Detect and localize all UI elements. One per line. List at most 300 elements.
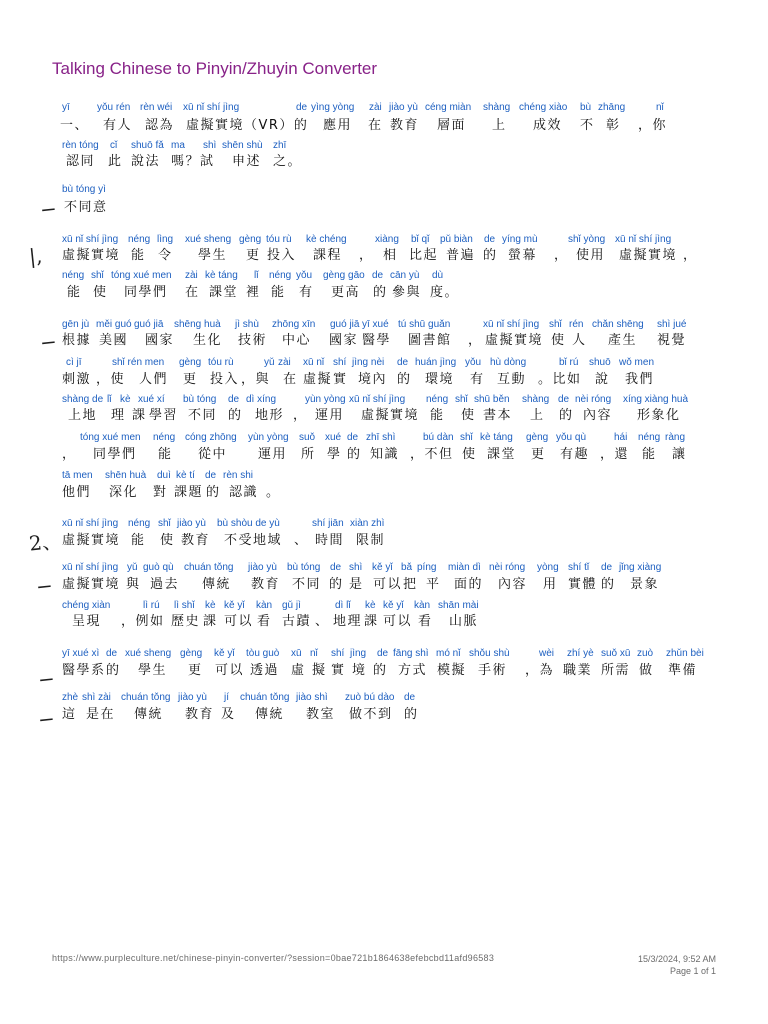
hanzi-token: 職業	[563, 663, 593, 678]
pinyin-token: shì	[349, 562, 363, 573]
pinyin-token: yǒu	[296, 270, 313, 281]
pinyin-token: de	[404, 692, 416, 703]
pinyin-token: kè tí	[176, 470, 195, 481]
hanzi-token: ，	[293, 408, 308, 423]
hanzi-token: 教室	[306, 707, 336, 722]
hanzi-token: 方式	[398, 663, 428, 678]
pinyin-token: cóng zhōng	[185, 432, 237, 443]
pinyin-token: cān yù	[390, 270, 420, 281]
pinyin-token: kè	[205, 600, 216, 611]
pinyin-token: yùn yòng	[305, 394, 346, 405]
hanzi-token: 虛擬實境	[62, 577, 121, 592]
pinyin-token: xū nǐ shí jìng	[62, 518, 119, 529]
pinyin-token: shǐ	[460, 432, 473, 443]
hanzi-token: 在	[185, 285, 200, 300]
hanzi-token: 的	[373, 663, 388, 678]
hanzi-token: 看	[418, 614, 433, 629]
pinyin-token: shǐ	[91, 270, 104, 281]
hanzi-token: 虛擬實境（VR）的	[186, 118, 309, 133]
pinyin-token: jiào yù	[177, 518, 206, 529]
hanzi-token: 能	[642, 447, 657, 462]
hanzi-token: 教育	[181, 533, 211, 548]
pinyin-token: shǐ	[455, 394, 468, 405]
hanzi-token: 中心	[282, 333, 312, 348]
hanzi-token: 普遍	[446, 248, 476, 263]
pinyin-token: rèn shi	[223, 470, 254, 481]
pinyin-token: de	[347, 432, 359, 443]
pinyin-token: jì shù	[235, 319, 259, 330]
hanzi-token: 國家	[145, 333, 175, 348]
pinyin-token: bǐ qǐ	[411, 234, 430, 245]
pinyin-token: jiào yù	[178, 692, 207, 703]
hanzi-token: 使	[160, 533, 175, 548]
pinyin-token: měi guó	[96, 319, 132, 330]
hanzi-token: 說法	[131, 154, 161, 169]
hanzi-token: 與	[126, 577, 141, 592]
pinyin-token: shēn huà	[105, 470, 147, 481]
pinyin-token: shēn shù	[222, 140, 263, 151]
hanzi-token: 傳統	[134, 707, 164, 722]
handwritten-mark: −	[38, 196, 58, 222]
hanzi-token: 學生	[138, 663, 168, 678]
pinyin-token: wǒ men	[619, 357, 655, 368]
pinyin-token: de	[558, 394, 570, 405]
hanzi-token: 上	[492, 118, 507, 133]
hanzi-token: ，	[359, 248, 374, 263]
pinyin-token: xiàng	[375, 234, 399, 245]
pinyin-token: jiào yù	[389, 102, 418, 113]
pinyin-token: bù tóng	[183, 394, 217, 405]
hanzi-token: 。	[266, 485, 281, 500]
pinyin-token: shí jiān	[312, 518, 344, 529]
pinyin-token: kè chéng	[306, 234, 347, 245]
pinyin-token: gǔ jì	[282, 600, 301, 611]
pinyin-token: xiàn zhì	[350, 518, 385, 529]
pinyin-token: shí tǐ	[568, 562, 590, 573]
pinyin-token: néng	[426, 394, 449, 405]
hanzi-token: 看	[257, 614, 272, 629]
hanzi-token: 有	[299, 285, 314, 300]
pinyin-token: shí	[331, 648, 345, 659]
pinyin-token: nǐ	[656, 102, 664, 113]
hanzi-token: 同學們	[93, 447, 137, 462]
hanzi-token: 能	[67, 285, 82, 300]
footer-meta	[638, 953, 716, 977]
hanzi-token: 運用	[258, 447, 288, 462]
hanzi-token: 呈現	[72, 614, 102, 629]
pinyin-token: chǎn shēng	[592, 319, 644, 330]
pinyin-token: shān mài	[438, 600, 479, 611]
pinyin-token: zuò bú dào	[345, 692, 395, 703]
hanzi-token: 刺激	[62, 372, 92, 387]
hanzi-token: 螢幕	[508, 248, 538, 263]
pinyin-token: kě yǐ	[372, 562, 393, 573]
pinyin-token: zhí yè	[567, 648, 594, 659]
hanzi-token: 地理	[333, 614, 363, 629]
pinyin-token: xū nǐ shí jìng	[349, 394, 406, 405]
hanzi-token: 認識	[229, 485, 259, 500]
pinyin-token: gèng	[239, 234, 262, 245]
hanzi-token: 投入	[210, 372, 240, 387]
pinyin-token: de	[205, 470, 217, 481]
hanzi-token: 不	[580, 118, 595, 133]
pinyin-token: de	[377, 648, 389, 659]
pinyin-token: ma	[171, 140, 185, 151]
pinyin-token: zhōng xīn	[272, 319, 316, 330]
hanzi-token: ，	[62, 447, 77, 462]
hanzi-token: 申述	[232, 154, 262, 169]
pinyin-token: de	[296, 102, 308, 113]
hanzi-token: 更	[188, 663, 203, 678]
hanzi-token: 虛	[291, 663, 306, 678]
hanzi-token: 人們	[139, 372, 169, 387]
pinyin-token: dì xíng	[246, 394, 277, 405]
pinyin-token: bǎ	[401, 562, 413, 573]
hanzi-token: 的	[601, 577, 616, 592]
hanzi-token: 所	[301, 447, 316, 462]
pinyin-token: yī	[62, 102, 70, 113]
pinyin-token: bù tóng yì	[62, 184, 106, 195]
pinyin-token: fāng shì	[393, 648, 429, 659]
hanzi-token: 在	[368, 118, 383, 133]
hanzi-token: 傳統	[202, 577, 232, 592]
hanzi-token: 一、	[60, 118, 90, 133]
hanzi-token: 嗎？試	[171, 154, 215, 169]
hanzi-token: 更	[183, 372, 198, 387]
pinyin-token: rén	[569, 319, 584, 330]
pinyin-token: xū nǐ shí jìng	[62, 234, 119, 245]
hanzi-token: 課	[132, 408, 147, 423]
hanzi-token: 使用	[576, 248, 606, 263]
pinyin-token: bù	[580, 102, 592, 113]
pinyin-token: duì	[157, 470, 171, 481]
pinyin-token: kè	[120, 394, 131, 405]
pinyin-token: shǒu shù	[469, 648, 510, 659]
pinyin-token: yǒu qù	[556, 432, 587, 443]
pinyin-token: kě yǐ	[383, 600, 404, 611]
pinyin-token: lì shǐ	[174, 600, 195, 611]
pinyin-token: chuán tǒng	[240, 692, 290, 703]
pinyin-token: hù dòng	[490, 357, 527, 368]
pinyin-token: xū nǐ	[303, 357, 325, 368]
pinyin-token: tóng xué men	[80, 432, 141, 443]
hanzi-token: ，例如	[121, 614, 165, 629]
pinyin-token: de	[330, 562, 342, 573]
pinyin-token: lì rú	[143, 600, 160, 611]
pinyin-token: tóu rù	[266, 234, 292, 245]
pinyin-token: gèng gāo	[323, 270, 365, 281]
hanzi-token: ，	[554, 248, 569, 263]
pinyin-token: shí	[333, 357, 347, 368]
hanzi-token: 平	[426, 577, 441, 592]
pinyin-token: shuō	[589, 357, 611, 368]
hanzi-token: 技術	[238, 333, 268, 348]
pinyin-token: zhī shì	[366, 432, 396, 443]
hanzi-token: 之。	[273, 154, 303, 169]
hanzi-token: 虛擬實境	[361, 408, 420, 423]
pinyin-token: néng	[153, 432, 176, 443]
pinyin-token: bǐ rú	[559, 357, 579, 368]
hanzi-token: 境內	[358, 372, 388, 387]
handwritten-mark: 2、	[27, 528, 63, 556]
hanzi-token: 上	[530, 408, 545, 423]
hanzi-token: 認為	[145, 118, 175, 133]
pinyin-token: dù	[432, 270, 444, 281]
hanzi-token: 更高	[331, 285, 361, 300]
pinyin-token: chuán tǒng	[184, 562, 234, 573]
pinyin-token: pǔ biàn	[440, 234, 473, 245]
pinyin-token: néng	[128, 518, 151, 529]
hanzi-token: 課	[203, 614, 218, 629]
hanzi-token: 醫學系	[62, 663, 106, 678]
pinyin-token: shǐ rén men	[112, 357, 165, 368]
hanzi-token: 成效	[533, 118, 563, 133]
hanzi-token: 虛擬實境	[62, 533, 121, 548]
pinyin-token: tóu rù	[208, 357, 234, 368]
pinyin-token: shì	[203, 140, 217, 151]
hanzi-token: 參與	[392, 285, 422, 300]
pinyin-token: bù shòu de yù	[217, 518, 280, 529]
pinyin-token: kè	[365, 600, 376, 611]
pinyin-token: chuán tǒng	[121, 692, 171, 703]
hanzi-token: 的	[329, 577, 344, 592]
hanzi-token: 可以	[373, 577, 403, 592]
pinyin-token: xū	[291, 648, 302, 659]
hanzi-token: 實	[333, 372, 348, 387]
pinyin-token: chéng xiào	[519, 102, 568, 113]
pinyin-token: jǐng xiàng	[619, 562, 662, 573]
pinyin-token: shǐ	[158, 518, 171, 529]
hanzi-token: 、	[315, 614, 330, 629]
hanzi-token: ，	[683, 248, 698, 263]
pinyin-token: lìng	[157, 234, 174, 245]
hanzi-token: 視覺	[657, 333, 687, 348]
pinyin-token: shuō fǎ	[131, 140, 164, 151]
pinyin-token: guò qù	[143, 562, 174, 573]
hanzi-token: 教育	[185, 707, 215, 722]
pinyin-token: chéng xiàn	[62, 600, 111, 611]
pinyin-token: nǐ	[310, 648, 318, 659]
pinyin-token: wèi	[539, 648, 555, 659]
pinyin-token: zuò	[637, 648, 654, 659]
pinyin-token: yòng	[537, 562, 559, 573]
pinyin-token: shū běn	[474, 394, 510, 405]
hanzi-token: 課堂	[487, 447, 517, 462]
hanzi-token: 不同	[292, 577, 322, 592]
hanzi-token: 的	[559, 408, 574, 423]
pinyin-token: jìng	[350, 648, 367, 659]
hanzi-token: 限制	[356, 533, 386, 548]
footer-timestamp: 15/3/2024, 9:52 AM	[637, 954, 716, 964]
hanzi-token: 的	[228, 408, 243, 423]
hanzi-token: 度。	[430, 285, 460, 300]
hanzi-token: 虛擬實境	[62, 248, 121, 263]
hanzi-token: 應用	[323, 118, 353, 133]
pinyin-token: xū nǐ shí jìng	[615, 234, 672, 245]
hanzi-token: 做不到	[349, 707, 393, 722]
pinyin-token: shàng	[483, 102, 511, 113]
hanzi-token: 形象化	[637, 408, 681, 423]
hanzi-token: 深化	[109, 485, 139, 500]
pinyin-token: de	[372, 270, 384, 281]
pinyin-token: huán jìng	[415, 357, 457, 368]
hanzi-token: 地形	[255, 408, 285, 423]
pinyin-token: yùn yòng	[248, 432, 289, 443]
hanzi-token: 使	[462, 447, 477, 462]
hanzi-token: 投入	[267, 248, 297, 263]
pinyin-token: tā men	[62, 470, 93, 481]
pinyin-token: shǐ yòng	[568, 234, 606, 245]
hanzi-token: 的	[404, 707, 419, 722]
hanzi-token: 的	[206, 485, 221, 500]
hanzi-token: 實	[331, 663, 346, 678]
pinyin-token: zhǔn bèi	[666, 648, 704, 659]
hanzi-token: 實體	[568, 577, 598, 592]
hanzi-token: 內容	[498, 577, 528, 592]
pinyin-token: zài	[369, 102, 382, 113]
hanzi-token: 更	[531, 447, 546, 462]
hanzi-token: 認同	[66, 154, 96, 169]
pinyin-token: ràng	[665, 432, 686, 443]
hanzi-token: ，你	[638, 118, 668, 133]
hanzi-token: 可以	[224, 614, 254, 629]
hanzi-token: 這	[62, 707, 77, 722]
hanzi-token: 生化	[193, 333, 223, 348]
hanzi-token: 的	[397, 372, 412, 387]
hanzi-token: 能	[158, 447, 173, 462]
hanzi-token: 境	[352, 663, 367, 678]
footer-page-number: Page 1 of 1	[669, 966, 716, 976]
hanzi-token: 的	[483, 248, 498, 263]
hanzi-token: 說	[595, 372, 610, 387]
hanzi-token: 做	[639, 663, 654, 678]
pinyin-token: suǒ xū	[601, 648, 631, 659]
hanzi-token: 是	[349, 577, 364, 592]
hanzi-token: 層面	[437, 118, 467, 133]
hanzi-token: ，還	[600, 447, 630, 462]
pinyin-token: yī xué	[362, 319, 389, 330]
pinyin-token: nèi róng	[575, 394, 612, 405]
pinyin-token: de	[484, 234, 496, 245]
pinyin-token: kě yǐ	[214, 648, 235, 659]
hanzi-token: 不受地域	[224, 533, 283, 548]
pinyin-token: de	[397, 357, 409, 368]
pinyin-token: céng miàn	[425, 102, 472, 113]
hanzi-token: 虛擬	[303, 372, 333, 387]
hanzi-token: 。比如	[538, 372, 582, 387]
pinyin-token: yǔ	[264, 357, 275, 368]
hanzi-token: 課	[364, 614, 379, 629]
pinyin-token: kè táng	[205, 270, 238, 281]
pinyin-token: kàn	[414, 600, 431, 611]
pinyin-token: yǒu rén	[97, 102, 131, 113]
pinyin-token: jiào shì	[296, 692, 328, 703]
hanzi-token: 從中	[198, 447, 228, 462]
pinyin-token: nèi róng	[489, 562, 526, 573]
hanzi-token: 醫學	[362, 333, 392, 348]
hanzi-token: 教育	[390, 118, 420, 133]
hanzi-token: 把	[403, 577, 418, 592]
hanzi-token: 美國	[99, 333, 129, 348]
pinyin-token: bú dàn	[423, 432, 454, 443]
hanzi-token: 更	[246, 248, 261, 263]
pinyin-token: jí	[224, 692, 229, 703]
hanzi-token: 的	[347, 447, 362, 462]
pinyin-token: rèn wéi	[140, 102, 173, 113]
hanzi-token: 虛擬實境	[619, 248, 678, 263]
hanzi-token: 我們	[625, 372, 655, 387]
hanzi-token: 裡	[246, 285, 261, 300]
pinyin-token: lǐ	[107, 394, 112, 405]
hanzi-token: ，使	[96, 372, 126, 387]
hanzi-token: 學生	[198, 248, 228, 263]
hanzi-token: 使	[551, 333, 566, 348]
hanzi-token: 讓	[672, 447, 687, 462]
hanzi-token: 不同	[188, 408, 218, 423]
pinyin-token: gèng	[526, 432, 549, 443]
pinyin-token: zhè	[62, 692, 79, 703]
hanzi-token: 時間	[315, 533, 345, 548]
hanzi-token: 課題	[174, 485, 204, 500]
pinyin-token: bù tóng	[287, 562, 321, 573]
hanzi-token: 的	[373, 285, 388, 300]
pinyin-token: zài	[278, 357, 291, 368]
hanzi-token: 有人	[103, 118, 133, 133]
pinyin-token: miàn dì	[448, 562, 481, 573]
pinyin-token: néng	[638, 432, 661, 443]
pinyin-token: xū nǐ shí jìng	[183, 102, 240, 113]
pinyin-token: shì jué	[657, 319, 687, 330]
handwritten-mark: −	[34, 573, 54, 599]
pinyin-token: de	[601, 562, 613, 573]
hanzi-token: 能	[131, 248, 146, 263]
hanzi-token: 課程	[313, 248, 343, 263]
hanzi-token: 是在	[86, 707, 116, 722]
pinyin-token: xíng xiàng huà	[623, 394, 689, 405]
pinyin-token: tú shū guǎn	[398, 319, 451, 330]
hanzi-token: 及	[221, 707, 236, 722]
pinyin-token: hái	[614, 432, 628, 443]
pinyin-token: kè táng	[480, 432, 513, 443]
pinyin-token: néng	[269, 270, 292, 281]
pinyin-token: néng	[62, 270, 85, 281]
hanzi-token: 相	[383, 248, 398, 263]
pinyin-token: shàng	[522, 394, 550, 405]
hanzi-token: 學	[327, 447, 342, 462]
hanzi-token: 景象	[630, 577, 660, 592]
hanzi-token: 山脈	[449, 614, 479, 629]
hanzi-token: 有趣	[560, 447, 590, 462]
pinyin-token: néng	[128, 234, 151, 245]
hanzi-token: 、	[294, 533, 309, 548]
hanzi-token: 虛擬實境	[485, 333, 544, 348]
pinyin-token: shàng de	[62, 394, 104, 405]
pinyin-token: kě yǐ	[224, 600, 245, 611]
hanzi-token: ，不但	[410, 447, 454, 462]
hanzi-token: 擬	[312, 663, 327, 678]
handwritten-mark: |,	[27, 243, 44, 269]
pinyin-token: xué	[325, 432, 342, 443]
hanzi-token: 同學們	[124, 285, 168, 300]
hanzi-token: 互動	[497, 372, 527, 387]
pinyin-token: xué sheng	[125, 648, 172, 659]
hanzi-token: 所需	[601, 663, 631, 678]
hanzi-token: 在	[283, 372, 298, 387]
page-title: Talking Chinese to Pinyin/Zhuyin Converter	[52, 59, 378, 78]
hanzi-token: 課堂	[209, 285, 239, 300]
pinyin-token: píng	[417, 562, 437, 573]
hanzi-token: 能	[131, 533, 146, 548]
